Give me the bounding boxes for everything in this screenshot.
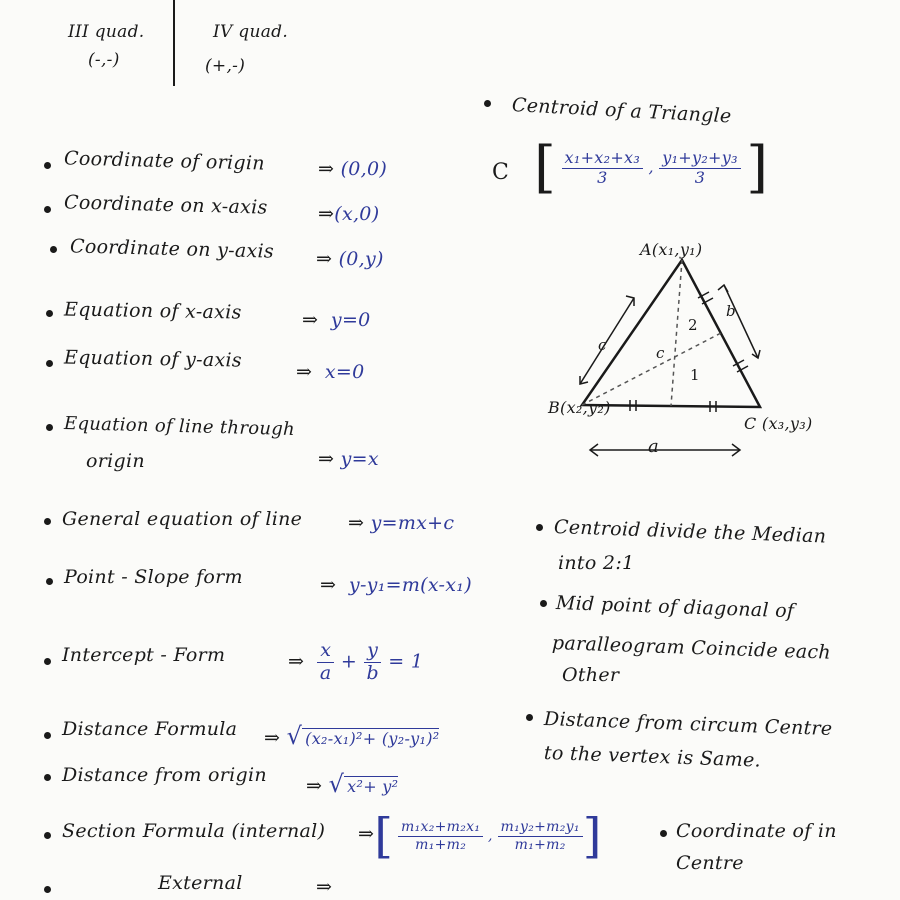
median-a xyxy=(671,260,682,406)
triangle-diagram xyxy=(560,240,860,470)
bullet xyxy=(46,360,53,367)
formula-x-axis-coord-result: ⇒(x,0) xyxy=(318,203,380,225)
formula-section-external-label: External xyxy=(158,872,243,894)
formula-origin-value: (0,0) xyxy=(340,158,388,180)
side-a-label: a xyxy=(648,436,660,457)
side-b-label: b xyxy=(726,302,736,320)
quadrant-divider xyxy=(173,0,175,86)
formula-line-origin-label-2: origin xyxy=(86,450,145,472)
quadrant-3-label: III quad. xyxy=(68,22,145,42)
intercept-tail: = 1 xyxy=(388,650,424,673)
vertex-b-label: B(x₂,y₂) xyxy=(548,398,611,417)
formula-x-axis-eq-label: Equation of x-axis xyxy=(63,298,242,324)
ratio-top-label: 2 xyxy=(688,316,698,334)
formula-point-slope-label: Point - Slope form xyxy=(64,566,243,588)
centroid-num-y: y₁+y₂+y₃ xyxy=(659,149,741,168)
triangle-shape xyxy=(582,260,760,407)
bullet xyxy=(44,732,51,739)
formula-distance-label: Distance Formula xyxy=(62,718,238,740)
bullet xyxy=(46,424,53,431)
formula-point-slope-result: ⇒ y-y₁=m(x-x₁) xyxy=(320,574,472,596)
section-den-2: m₁+m₂ xyxy=(514,836,566,853)
section-num-2: m₁y₂+m₂y₁ xyxy=(498,819,583,836)
bullet xyxy=(540,600,547,607)
note-centroid-line1: Centroid divide the Median xyxy=(553,516,827,548)
bullet xyxy=(526,714,533,721)
note-incentre-line1: Coordinate of in xyxy=(676,820,837,842)
formula-y-axis-coord-value: (0,y) xyxy=(338,248,384,270)
formula-section-internal-label: Section Formula (internal) xyxy=(62,820,326,842)
bullet xyxy=(44,832,51,839)
bullet xyxy=(44,658,51,665)
formula-general-line-label: General equation of line xyxy=(62,508,303,530)
intercept-den-a: a xyxy=(319,661,332,684)
formula-y-axis-eq-result: ⇒ x=0 xyxy=(296,361,365,383)
note-diagonal-line2: paralleogram Coincide each xyxy=(551,632,832,664)
formula-line-origin-result: ⇒ y=x xyxy=(318,448,379,470)
bullet xyxy=(44,886,51,893)
centroid-num-x: x₁+x₂+x₃ xyxy=(562,149,644,168)
formula-section-internal-result: ⇒[ $\frac{\text{m₁x₂+m₂x₁}}{\text{m₁+m₂}}$ , $\frac{\text{m₁y₂+m₂y₁}}{\text{m₁+m₂}}$ ] xyxy=(358,808,602,864)
vertex-c-label: C (x₃,y₃) xyxy=(744,414,813,433)
bullet xyxy=(46,578,53,585)
formula-y-axis-coord-result: ⇒ (0,y) xyxy=(316,248,384,270)
section-den-1: m₁+m₂ xyxy=(415,836,467,853)
formula-x-axis-coord-value: (x,0) xyxy=(334,203,380,225)
formula-intercept-label: Intercept - Form xyxy=(62,644,226,666)
formula-section-external-arrow: ⇒ xyxy=(316,876,333,898)
bullet xyxy=(50,246,57,253)
note-diagonal-line3: Other xyxy=(562,664,620,686)
formula-y-axis-eq-label: Equation of y-axis xyxy=(63,346,243,372)
side-c-label: c xyxy=(598,336,607,354)
formula-distance-value: (x₂-x₁)²+ (y₂-y₁)² xyxy=(302,728,439,748)
centroid-den-y: 3 xyxy=(694,167,706,187)
formula-distance-origin-value: x²+ y² xyxy=(344,776,398,796)
vertex-a-label: A(x₁,y₁) xyxy=(640,240,703,259)
note-circumcentre-line2: to the vertex is Same. xyxy=(543,742,762,772)
formula-y-axis-coord-label: Coordinate on y-axis xyxy=(69,235,275,263)
quadrant-3-sign: (-,-) xyxy=(88,50,120,70)
formula-x-axis-coord-label: Coordinate on x-axis xyxy=(63,191,268,219)
section-num-1: m₁x₂+m₂x₁ xyxy=(398,819,483,836)
formula-distance-result: ⇒ √ (x₂-x₁)²+ (y₂-y₁)² xyxy=(264,722,440,750)
bullet xyxy=(44,774,51,781)
formula-point-slope-value: y-y₁=m(x-x₁) xyxy=(348,574,472,596)
note-centroid-line2: into 2:1 xyxy=(558,552,635,574)
intercept-num-x: x xyxy=(317,640,334,663)
quadrant-4-label: IV quad. xyxy=(213,22,289,42)
formula-origin-label: Coordinate of origin xyxy=(63,147,266,175)
formula-general-line-value: y=mx+c xyxy=(370,512,455,534)
centroid-title: Centroid of a Triangle xyxy=(511,94,733,128)
centroid-formula: [ $\frac{\text{x₁+x₂+x₃}}{3}$ , $\frac{\text{y₁+y₂+y₃}}{3}$ ] xyxy=(534,135,769,200)
formula-distance-origin-result: ⇒ √ x²+ y² xyxy=(306,770,399,798)
note-diagonal-line1: Mid point of diagonal of xyxy=(555,592,795,623)
formula-y-axis-eq-value: x=0 xyxy=(324,361,365,383)
intercept-den-b: b xyxy=(366,661,379,684)
note-incentre-line2: Centre xyxy=(676,852,744,874)
bullet xyxy=(536,524,543,531)
bullet xyxy=(44,162,51,169)
note-circumcentre-line1: Distance from circum Centre xyxy=(543,708,833,741)
bullet xyxy=(46,310,53,317)
intercept-num-y: y xyxy=(364,640,381,663)
formula-distance-origin-label: Distance from origin xyxy=(62,764,267,786)
formula-general-line-result: ⇒ y=mx+c xyxy=(348,512,455,534)
formula-x-axis-eq-value: y=0 xyxy=(330,309,371,331)
centroid-den-x: 3 xyxy=(597,167,608,187)
bullet xyxy=(44,206,51,213)
bullet xyxy=(484,100,491,107)
centroid-point-label: c xyxy=(656,344,665,362)
formula-x-axis-eq-result: ⇒ y=0 xyxy=(302,309,371,331)
formula-origin-result: ⇒ (0,0) xyxy=(318,158,388,180)
bullet xyxy=(660,830,667,837)
formula-intercept-result: ⇒ $\frac{x}{a}$ + $\frac{y}{b}$ = 1 xyxy=(288,639,424,684)
quadrant-4-sign: (+,-) xyxy=(205,56,246,76)
bullet xyxy=(44,518,51,525)
formula-line-origin-value: y=x xyxy=(340,448,379,470)
formula-line-origin-label: Equation of line through xyxy=(63,412,296,441)
ratio-bottom-label: 1 xyxy=(690,366,700,384)
centroid-letter: C xyxy=(492,160,510,185)
